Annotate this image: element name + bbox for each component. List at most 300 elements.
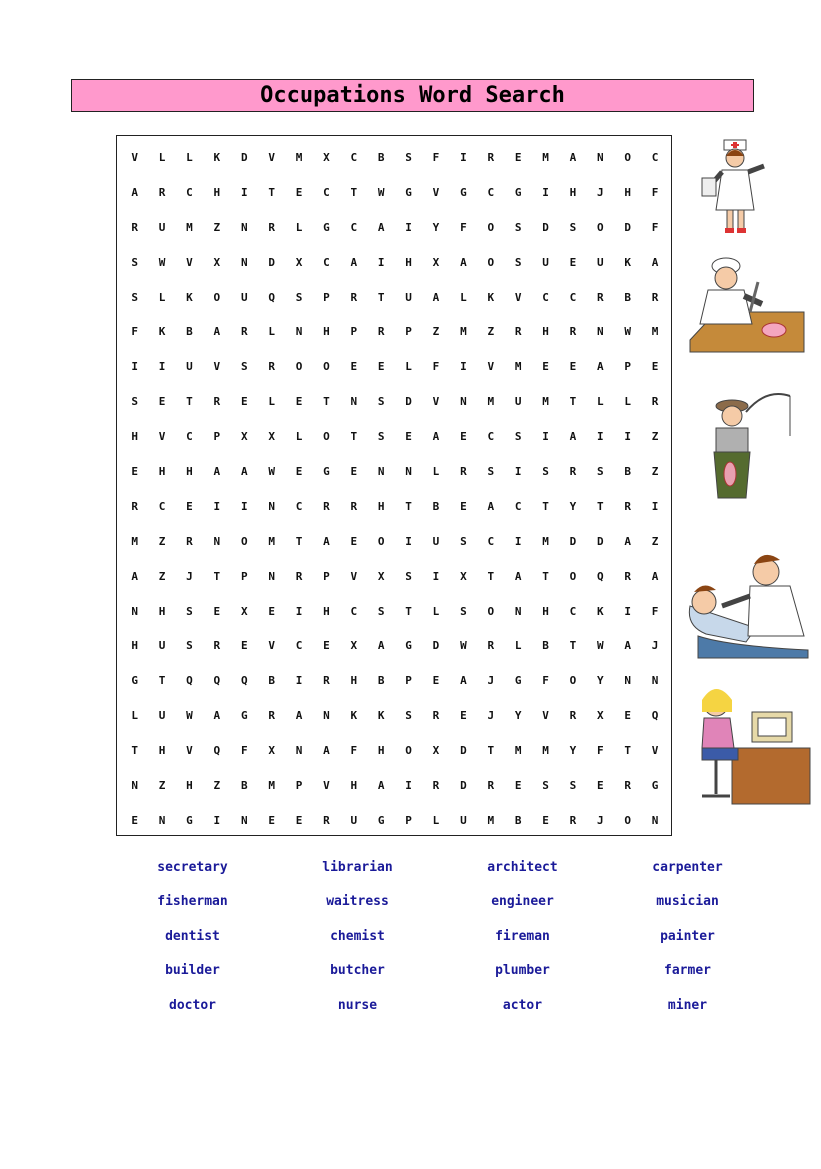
- grid-letter[interactable]: O: [323, 430, 330, 444]
- grid-letter[interactable]: E: [460, 709, 467, 723]
- grid-letter[interactable]: Y: [569, 499, 577, 513]
- grid-letter[interactable]: A: [377, 220, 385, 234]
- grid-letter[interactable]: G: [405, 639, 412, 653]
- grid-letter[interactable]: S: [405, 150, 412, 164]
- grid-letter[interactable]: A: [569, 150, 577, 164]
- grid-letter[interactable]: D: [597, 534, 604, 548]
- grid-letter[interactable]: E: [569, 255, 577, 269]
- grid-letter[interactable]: H: [350, 778, 358, 792]
- grid-letter[interactable]: S: [295, 290, 303, 304]
- grid-letter[interactable]: U: [542, 255, 549, 269]
- grid-letter[interactable]: Y: [597, 674, 604, 688]
- grid-letter[interactable]: P: [350, 325, 358, 339]
- grid-letter[interactable]: D: [240, 150, 248, 164]
- grid-letter[interactable]: H: [323, 325, 330, 339]
- grid-letter[interactable]: J: [487, 709, 495, 723]
- grid-letter[interactable]: I: [240, 185, 248, 199]
- grid-letter[interactable]: F: [131, 325, 138, 339]
- grid-letter[interactable]: E: [131, 813, 138, 827]
- grid-letter[interactable]: T: [487, 744, 495, 758]
- grid-letter[interactable]: R: [131, 220, 138, 234]
- grid-letter[interactable]: S: [240, 360, 248, 374]
- grid-letter[interactable]: E: [213, 604, 221, 618]
- grid-letter[interactable]: A: [624, 639, 632, 653]
- grid-letter[interactable]: U: [158, 709, 166, 723]
- grid-letter[interactable]: V: [186, 255, 193, 269]
- grid-letter[interactable]: O: [377, 534, 385, 548]
- grid-letter[interactable]: A: [460, 674, 467, 688]
- grid-letter[interactable]: N: [597, 325, 604, 339]
- grid-letter[interactable]: K: [213, 150, 221, 164]
- grid-letter[interactable]: B: [542, 639, 549, 653]
- grid-letter[interactable]: S: [514, 220, 522, 234]
- grid-letter[interactable]: V: [432, 395, 440, 409]
- grid-letter[interactable]: B: [624, 290, 632, 304]
- grid-letter[interactable]: M: [268, 778, 275, 792]
- grid-letter[interactable]: S: [597, 464, 604, 478]
- grid-letter[interactable]: L: [597, 395, 604, 409]
- grid-letter[interactable]: B: [240, 778, 248, 792]
- grid-letter[interactable]: Y: [514, 709, 522, 723]
- grid-letter[interactable]: G: [651, 778, 659, 792]
- grid-letter[interactable]: E: [460, 499, 467, 513]
- grid-letter[interactable]: C: [186, 430, 193, 444]
- grid-letter[interactable]: G: [514, 674, 522, 688]
- grid-letter[interactable]: A: [213, 464, 221, 478]
- grid-letter[interactable]: N: [597, 150, 604, 164]
- grid-letter[interactable]: I: [295, 674, 303, 688]
- grid-letter[interactable]: M: [460, 325, 467, 339]
- grid-letter[interactable]: E: [350, 464, 358, 478]
- grid-letter[interactable]: T: [323, 395, 330, 409]
- grid-letter[interactable]: I: [460, 360, 467, 374]
- grid-letter[interactable]: R: [295, 569, 303, 583]
- grid-letter[interactable]: R: [624, 569, 632, 583]
- grid-letter[interactable]: C: [569, 290, 577, 304]
- grid-letter[interactable]: G: [405, 185, 412, 199]
- grid-letter[interactable]: S: [569, 778, 577, 792]
- grid-letter[interactable]: C: [158, 499, 166, 513]
- grid-letter[interactable]: R: [323, 813, 330, 827]
- grid-letter[interactable]: N: [323, 709, 330, 723]
- grid-letter[interactable]: B: [514, 813, 522, 827]
- grid-letter[interactable]: O: [487, 220, 495, 234]
- grid-letter[interactable]: N: [624, 674, 632, 688]
- grid-letter[interactable]: A: [131, 185, 138, 199]
- grid-letter[interactable]: H: [542, 325, 549, 339]
- grid-letter[interactable]: O: [487, 255, 495, 269]
- grid-letter[interactable]: V: [487, 360, 495, 374]
- grid-letter[interactable]: N: [514, 604, 522, 618]
- grid-letter[interactable]: T: [569, 639, 577, 653]
- grid-letter[interactable]: E: [158, 395, 166, 409]
- grid-letter[interactable]: R: [597, 290, 604, 304]
- grid-letter[interactable]: R: [350, 499, 358, 513]
- grid-letter[interactable]: B: [624, 464, 632, 478]
- grid-letter[interactable]: J: [597, 813, 604, 827]
- grid-letter[interactable]: E: [624, 709, 632, 723]
- grid-letter[interactable]: D: [432, 639, 440, 653]
- grid-letter[interactable]: B: [186, 325, 193, 339]
- grid-letter[interactable]: V: [158, 430, 166, 444]
- grid-letter[interactable]: A: [514, 569, 522, 583]
- grid-letter[interactable]: N: [131, 604, 138, 618]
- grid-letter[interactable]: E: [651, 360, 659, 374]
- grid-letter[interactable]: H: [158, 464, 166, 478]
- grid-letter[interactable]: L: [432, 813, 440, 827]
- grid-letter[interactable]: H: [186, 464, 193, 478]
- grid-letter[interactable]: R: [514, 325, 522, 339]
- grid-letter[interactable]: M: [514, 360, 522, 374]
- grid-letter[interactable]: B: [377, 674, 385, 688]
- grid-letter[interactable]: F: [460, 220, 467, 234]
- grid-letter[interactable]: R: [158, 185, 166, 199]
- grid-letter[interactable]: O: [323, 360, 330, 374]
- grid-letter[interactable]: F: [542, 674, 549, 688]
- grid-letter[interactable]: H: [542, 604, 549, 618]
- grid-letter[interactable]: R: [624, 499, 632, 513]
- grid-letter[interactable]: A: [432, 290, 440, 304]
- grid-letter[interactable]: U: [432, 534, 440, 548]
- grid-letter[interactable]: L: [158, 290, 166, 304]
- grid-letter[interactable]: O: [487, 604, 495, 618]
- grid-letter[interactable]: R: [186, 534, 193, 548]
- grid-letter[interactable]: M: [186, 220, 193, 234]
- grid-letter[interactable]: Q: [651, 709, 659, 723]
- grid-letter[interactable]: A: [624, 534, 632, 548]
- grid-letter[interactable]: N: [405, 464, 412, 478]
- grid-letter[interactable]: C: [350, 150, 358, 164]
- grid-letter[interactable]: K: [158, 325, 166, 339]
- grid-letter[interactable]: X: [213, 255, 221, 269]
- grid-letter[interactable]: E: [295, 813, 303, 827]
- grid-letter[interactable]: I: [213, 499, 221, 513]
- grid-letter[interactable]: Q: [597, 569, 604, 583]
- grid-letter[interactable]: A: [651, 569, 659, 583]
- grid-letter[interactable]: U: [186, 360, 193, 374]
- grid-letter[interactable]: O: [569, 674, 577, 688]
- grid-letter[interactable]: M: [487, 395, 495, 409]
- grid-letter[interactable]: J: [651, 639, 659, 653]
- grid-letter[interactable]: S: [131, 395, 138, 409]
- grid-letter[interactable]: Z: [213, 778, 221, 792]
- grid-letter[interactable]: R: [569, 709, 577, 723]
- grid-letter[interactable]: S: [186, 604, 193, 618]
- grid-letter[interactable]: I: [514, 464, 522, 478]
- grid-letter[interactable]: Z: [158, 778, 166, 792]
- grid-letter[interactable]: X: [240, 604, 248, 618]
- grid-letter[interactable]: S: [377, 430, 385, 444]
- grid-letter[interactable]: S: [460, 604, 467, 618]
- grid-letter[interactable]: I: [542, 430, 549, 444]
- grid-letter[interactable]: V: [432, 185, 440, 199]
- grid-letter[interactable]: E: [295, 464, 303, 478]
- grid-letter[interactable]: I: [405, 534, 412, 548]
- grid-letter[interactable]: A: [213, 709, 221, 723]
- grid-letter[interactable]: R: [268, 220, 275, 234]
- grid-letter[interactable]: S: [514, 255, 522, 269]
- grid-letter[interactable]: S: [377, 395, 385, 409]
- grid-letter[interactable]: C: [323, 185, 330, 199]
- grid-letter[interactable]: M: [651, 325, 659, 339]
- grid-letter[interactable]: P: [323, 290, 330, 304]
- grid-letter[interactable]: J: [487, 674, 495, 688]
- grid-letter[interactable]: R: [651, 395, 659, 409]
- grid-letter[interactable]: R: [268, 709, 275, 723]
- grid-letter[interactable]: C: [487, 185, 495, 199]
- grid-letter[interactable]: A: [323, 744, 330, 758]
- grid-letter[interactable]: C: [350, 220, 358, 234]
- grid-letter[interactable]: K: [350, 709, 358, 723]
- grid-letter[interactable]: H: [624, 185, 632, 199]
- grid-letter[interactable]: L: [268, 395, 275, 409]
- grid-letter[interactable]: I: [597, 430, 604, 444]
- grid-letter[interactable]: I: [295, 604, 303, 618]
- grid-letter[interactable]: U: [158, 220, 166, 234]
- grid-letter[interactable]: C: [487, 534, 495, 548]
- grid-letter[interactable]: E: [597, 778, 604, 792]
- grid-letter[interactable]: M: [487, 813, 495, 827]
- grid-letter[interactable]: I: [213, 813, 221, 827]
- grid-letter[interactable]: P: [405, 325, 412, 339]
- grid-letter[interactable]: R: [213, 639, 221, 653]
- grid-letter[interactable]: C: [651, 150, 659, 164]
- grid-letter[interactable]: T: [350, 430, 358, 444]
- grid-letter[interactable]: C: [542, 290, 549, 304]
- grid-letter[interactable]: R: [131, 499, 138, 513]
- grid-letter[interactable]: E: [186, 499, 193, 513]
- grid-letter[interactable]: N: [268, 499, 275, 513]
- grid-letter[interactable]: L: [624, 395, 632, 409]
- grid-letter[interactable]: A: [377, 778, 385, 792]
- grid-letter[interactable]: A: [213, 325, 221, 339]
- grid-letter[interactable]: E: [323, 639, 330, 653]
- grid-letter[interactable]: U: [597, 255, 604, 269]
- grid-letter[interactable]: O: [240, 534, 248, 548]
- grid-letter[interactable]: T: [624, 744, 632, 758]
- grid-letter[interactable]: N: [651, 813, 659, 827]
- grid-letter[interactable]: D: [405, 395, 412, 409]
- grid-letter[interactable]: Z: [158, 569, 166, 583]
- grid-letter[interactable]: Q: [213, 744, 221, 758]
- grid-letter[interactable]: U: [158, 639, 166, 653]
- grid-letter[interactable]: W: [186, 709, 193, 723]
- grid-letter[interactable]: V: [186, 744, 193, 758]
- grid-letter[interactable]: Z: [651, 534, 659, 548]
- grid-letter[interactable]: W: [377, 185, 385, 199]
- grid-letter[interactable]: O: [213, 290, 221, 304]
- grid-letter[interactable]: H: [158, 604, 166, 618]
- grid-letter[interactable]: K: [624, 255, 632, 269]
- grid-letter[interactable]: Z: [651, 430, 659, 444]
- grid-letter[interactable]: I: [158, 360, 166, 374]
- grid-letter[interactable]: D: [460, 744, 467, 758]
- grid-letter[interactable]: H: [131, 430, 138, 444]
- grid-letter[interactable]: R: [569, 325, 577, 339]
- grid-letter[interactable]: I: [624, 604, 632, 618]
- grid-letter[interactable]: G: [131, 674, 138, 688]
- grid-letter[interactable]: V: [350, 569, 358, 583]
- grid-letter[interactable]: P: [213, 430, 221, 444]
- grid-letter[interactable]: R: [323, 499, 330, 513]
- grid-letter[interactable]: Y: [569, 744, 577, 758]
- grid-letter[interactable]: W: [624, 325, 632, 339]
- grid-letter[interactable]: T: [350, 185, 358, 199]
- grid-letter[interactable]: C: [350, 604, 358, 618]
- grid-letter[interactable]: T: [377, 290, 385, 304]
- grid-letter[interactable]: T: [569, 395, 577, 409]
- grid-letter[interactable]: A: [487, 499, 495, 513]
- grid-letter[interactable]: W: [158, 255, 166, 269]
- grid-letter[interactable]: C: [295, 639, 303, 653]
- grid-letter[interactable]: X: [295, 255, 303, 269]
- grid-letter[interactable]: T: [131, 744, 138, 758]
- grid-letter[interactable]: X: [268, 430, 275, 444]
- grid-letter[interactable]: H: [569, 185, 577, 199]
- grid-letter[interactable]: A: [323, 534, 330, 548]
- grid-letter[interactable]: N: [158, 813, 166, 827]
- grid-letter[interactable]: A: [569, 430, 577, 444]
- grid-letter[interactable]: L: [460, 290, 467, 304]
- grid-letter[interactable]: L: [268, 325, 275, 339]
- grid-letter[interactable]: V: [268, 150, 275, 164]
- grid-letter[interactable]: A: [295, 709, 303, 723]
- grid-letter[interactable]: X: [460, 569, 467, 583]
- grid-letter[interactable]: N: [213, 534, 221, 548]
- grid-letter[interactable]: Z: [158, 534, 166, 548]
- grid-letter[interactable]: S: [405, 569, 412, 583]
- grid-letter[interactable]: F: [432, 360, 440, 374]
- grid-letter[interactable]: R: [651, 290, 659, 304]
- grid-letter[interactable]: H: [350, 674, 358, 688]
- grid-letter[interactable]: U: [460, 813, 467, 827]
- grid-letter[interactable]: K: [186, 290, 193, 304]
- grid-letter[interactable]: P: [405, 813, 412, 827]
- grid-letter[interactable]: E: [569, 360, 577, 374]
- grid-letter[interactable]: H: [213, 185, 221, 199]
- grid-letter[interactable]: G: [240, 709, 248, 723]
- grid-letter[interactable]: O: [569, 569, 577, 583]
- grid-letter[interactable]: V: [131, 150, 138, 164]
- grid-letter[interactable]: T: [295, 534, 303, 548]
- grid-letter[interactable]: G: [323, 220, 330, 234]
- grid-letter[interactable]: A: [240, 464, 248, 478]
- grid-letter[interactable]: L: [295, 430, 303, 444]
- grid-letter[interactable]: X: [432, 255, 440, 269]
- grid-letter[interactable]: U: [240, 290, 248, 304]
- grid-letter[interactable]: L: [131, 709, 138, 723]
- grid-letter[interactable]: P: [624, 360, 632, 374]
- grid-letter[interactable]: D: [624, 220, 632, 234]
- grid-letter[interactable]: E: [377, 360, 385, 374]
- grid-letter[interactable]: N: [651, 674, 659, 688]
- grid-letter[interactable]: L: [432, 464, 440, 478]
- grid-letter[interactable]: K: [597, 604, 604, 618]
- grid-letter[interactable]: T: [542, 499, 549, 513]
- grid-letter[interactable]: U: [514, 395, 522, 409]
- grid-letter[interactable]: I: [624, 430, 632, 444]
- grid-letter[interactable]: V: [542, 709, 549, 723]
- grid-letter[interactable]: Z: [651, 464, 659, 478]
- grid-letter[interactable]: A: [377, 639, 385, 653]
- grid-letter[interactable]: M: [268, 534, 275, 548]
- grid-letter[interactable]: S: [131, 255, 138, 269]
- grid-letter[interactable]: L: [158, 150, 166, 164]
- grid-letter[interactable]: C: [186, 185, 193, 199]
- grid-letter[interactable]: R: [432, 709, 440, 723]
- grid-letter[interactable]: M: [542, 395, 549, 409]
- grid-letter[interactable]: X: [240, 430, 248, 444]
- grid-letter[interactable]: J: [186, 569, 193, 583]
- grid-letter[interactable]: F: [432, 150, 440, 164]
- grid-letter[interactable]: M: [542, 150, 549, 164]
- grid-letter[interactable]: X: [350, 639, 358, 653]
- grid-letter[interactable]: C: [569, 604, 577, 618]
- grid-letter[interactable]: C: [323, 255, 330, 269]
- grid-letter[interactable]: J: [597, 185, 604, 199]
- grid-letter[interactable]: V: [514, 290, 522, 304]
- grid-letter[interactable]: D: [542, 220, 549, 234]
- grid-letter[interactable]: B: [432, 499, 440, 513]
- grid-letter[interactable]: I: [460, 150, 467, 164]
- grid-letter[interactable]: S: [487, 464, 495, 478]
- grid-letter[interactable]: V: [651, 744, 659, 758]
- grid-letter[interactable]: U: [350, 813, 358, 827]
- grid-letter[interactable]: F: [651, 185, 659, 199]
- grid-letter[interactable]: H: [377, 499, 385, 513]
- grid-letter[interactable]: O: [295, 360, 303, 374]
- grid-letter[interactable]: L: [186, 150, 193, 164]
- grid-letter[interactable]: M: [295, 150, 303, 164]
- grid-letter[interactable]: E: [268, 604, 275, 618]
- grid-letter[interactable]: R: [569, 813, 577, 827]
- grid-letter[interactable]: T: [213, 569, 221, 583]
- grid-letter[interactable]: I: [131, 360, 138, 374]
- grid-letter[interactable]: N: [460, 395, 467, 409]
- grid-letter[interactable]: E: [514, 778, 522, 792]
- grid-letter[interactable]: G: [323, 464, 330, 478]
- grid-letter[interactable]: D: [569, 534, 577, 548]
- grid-letter[interactable]: Q: [186, 674, 193, 688]
- grid-letter[interactable]: R: [460, 464, 467, 478]
- grid-letter[interactable]: F: [651, 604, 659, 618]
- grid-letter[interactable]: P: [295, 778, 303, 792]
- grid-letter[interactable]: A: [460, 255, 467, 269]
- grid-letter[interactable]: N: [131, 778, 138, 792]
- grid-letter[interactable]: W: [460, 639, 467, 653]
- grid-letter[interactable]: H: [131, 639, 138, 653]
- grid-letter[interactable]: O: [624, 813, 632, 827]
- grid-letter[interactable]: E: [131, 464, 138, 478]
- grid-letter[interactable]: R: [487, 150, 495, 164]
- grid-letter[interactable]: V: [213, 360, 221, 374]
- grid-letter[interactable]: P: [323, 569, 330, 583]
- grid-letter[interactable]: S: [514, 430, 522, 444]
- grid-letter[interactable]: S: [131, 290, 138, 304]
- grid-letter[interactable]: V: [268, 639, 275, 653]
- grid-letter[interactable]: L: [432, 604, 440, 618]
- grid-letter[interactable]: G: [377, 813, 385, 827]
- grid-letter[interactable]: I: [542, 185, 549, 199]
- grid-letter[interactable]: G: [460, 185, 467, 199]
- grid-letter[interactable]: E: [405, 430, 412, 444]
- grid-letter[interactable]: E: [240, 639, 248, 653]
- grid-letter[interactable]: H: [158, 744, 166, 758]
- grid-letter[interactable]: A: [350, 255, 358, 269]
- grid-letter[interactable]: G: [186, 813, 193, 827]
- grid-letter[interactable]: X: [597, 709, 604, 723]
- grid-letter[interactable]: N: [268, 569, 275, 583]
